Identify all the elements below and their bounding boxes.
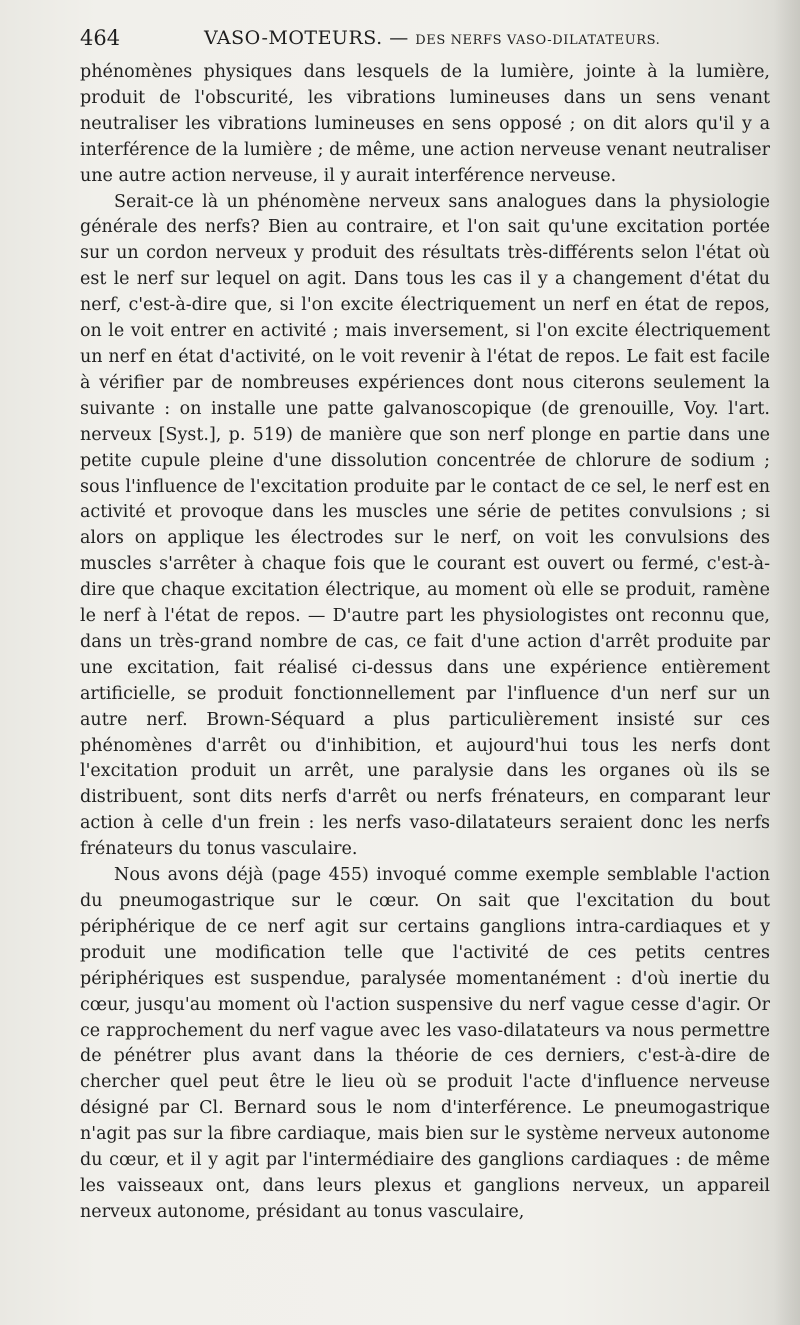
page-number: 464 xyxy=(80,26,121,50)
running-title-main: VASO-MOTEURS. xyxy=(204,27,383,49)
running-title-dash: — xyxy=(389,27,409,49)
body-text xyxy=(80,60,770,1226)
running-title xyxy=(204,27,660,49)
paragraph-3: Nous avons déjà (page 455) invoqué comme exemple semblable l'action du pneumogastrique sur le cœur. On sait que l'excitation du bout périphérique de ce nerf agit sur certains ganglions intra-cardiaques et y produit une modification telle que l'activité de ces petits centres périphériques est suspendue, paralysée momentanément : d'où inertie du cœur, jusqu'au moment où l'action suspensive du nerf vague cesse d'agir. Or ce rapprochement du nerf vague avec les vaso-dilatateurs va nous permettre de pénétrer plus avant dans la théorie de ces derniers, c'est-à-dire de chercher quel peut être le lieu où se produit l'acte d'influence nerveuse désigné par Cl. Bernard sous le nom d'interférence. Le pneumogastrique n'agit pas sur la fibre cardiaque, mais bien sur le système nerveux autonome du cœur, et il y agit par l'intermédiaire des ganglions cardiaques : de même les vaisseaux ont, dans leurs plexus et ganglions nerveux, un appareil nerveux autonome, présidant au tonus vasculaire, xyxy=(80,865,770,1222)
paragraph-2: Serait-ce là un phénomène nerveux sans analogues dans la physiologie générale des nerfs? Bien au contraire, et l'on sait qu'une excitation portée sur un cordon nerveux y produit des résultats très-différents selon l'état où est le nerf sur lequel on agit. Dans tous les cas il y a changement d'état du nerf, c'est-à-dire que, si l'on excite électriquement un nerf en état de repos, on le voit entrer en activité ; mais inversement, si l'on excite électriquement un nerf en état d'activité, on le voit revenir à l'état de repos. Le fait est facile à vérifier par de nombreuses expériences dont nous citerons seulement la suivante : on installe une patte galvanoscopique (de grenouille, Voy. l'art. nerveux [Syst.], p. 519) de manière que son nerf plonge en partie dans une petite cupule pleine d'une dissolution concentrée de chlorure de sodium ; sous l'influence de l'excitation produite par le contact de ce sel, le nerf est en activité et provoque dans les muscles une série de petites convulsions ; si alors on applique les électrodes sur le nerf, on voit les convulsions des muscles s'arrêter à chaque fois que le courant est ouvert ou fermé, c'est-à-dire que chaque excitation électrique, au moment où elle se produit, ramène le nerf à l'état de repos. — D'autre part les physiologistes ont reconnu que, dans un très-grand nombre de cas, ce fait d'une action d'arrêt produite par une excitation, fait réalisé ci-dessus dans une expérience entièrement artificielle, se produit fonctionnellement par l'influence d'un nerf sur un autre nerf. Brown-Séquard a plus particulièrement insisté sur ces phénomènes d'arrêt ou d'inhibition, et aujourd'hui tous les nerfs dont l'excitation produit un arrêt, une paralysie dans les organes où ils se distribuent, sont dits nerfs d'arrêt ou nerfs frénateurs, en comparant leur action à celle d'un frein : les nerfs vaso-dilatateurs seraient donc les nerfs frénateurs du tonus vasculaire. xyxy=(80,191,770,860)
paragraph-1: phénomènes physiques dans lesquels de la lumière, jointe à la lumière, produit de l'obscurité, les vibrations lumineuses dans un sens venant neutraliser les vibrations lumineuses en sens opposé ; on dit alors qu'il y a interférence de la lumière ; de même, une action nerveuse venant neutraliser une autre action nerveuse, il y aurait interférence nerveuse. xyxy=(80,62,770,186)
page-edge-shadow xyxy=(774,0,800,1325)
running-header xyxy=(80,26,770,56)
running-title-sub: DES NERFS VASO-DILATATEURS. xyxy=(415,33,661,48)
